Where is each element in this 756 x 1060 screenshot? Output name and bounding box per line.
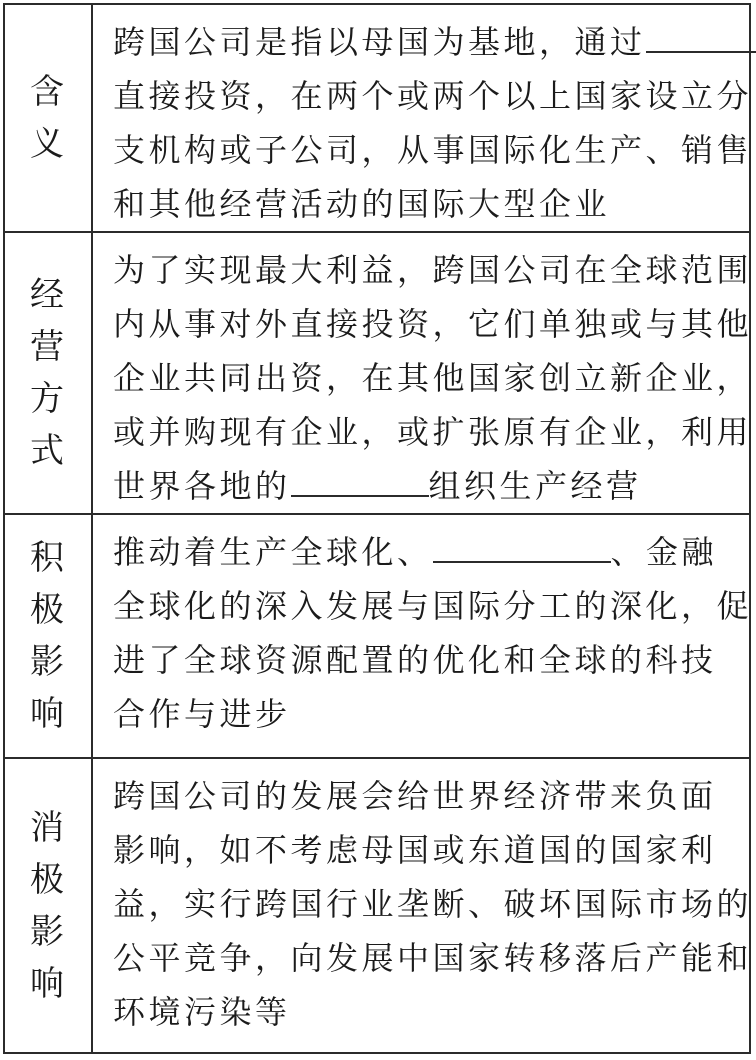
content-line: 合作与进步 — [113, 695, 291, 733]
row-label-meaning: 含义 — [5, 5, 93, 231]
row-content-meaning — [113, 15, 753, 231]
row-label-negative-impact: 消极影响 — [5, 759, 93, 1052]
content-line: 全球化的深入发展与国际分工的深化，促 — [113, 587, 753, 625]
table-row-meaning — [5, 5, 753, 233]
content-line: 世界各地的 组织生产经营 — [113, 459, 735, 513]
content-line: 或并购现有企业，或扩张原有企业，利用 — [113, 413, 753, 451]
row-label-operation-mode: 经营方式 — [5, 233, 93, 513]
row-content-operation-mode — [113, 243, 753, 513]
content-line: 为了实现最大利益，跨国公司在全球范围 — [113, 251, 753, 289]
content-line: 推动着生产全球化、 、金融 — [113, 525, 735, 579]
info-table — [3, 3, 751, 1054]
row-content-negative-impact — [113, 769, 753, 1039]
content-line: 和其他经营活动的国际大型企业 — [113, 185, 611, 223]
content-line: 支机构或子公司，从事国际化生产、销售 — [113, 131, 753, 169]
content-line: 企业共同出资，在其他国家创立新企业， — [113, 359, 753, 397]
content-line: 跨国公司是指以母国为基地，通过 — [113, 15, 735, 69]
content-line: 内从事对外直接投资，它们单独或与其他 — [113, 305, 753, 343]
content-line: 环境污染等 — [113, 993, 291, 1031]
table-row-operation-mode — [5, 233, 753, 515]
fill-in-blank — [646, 15, 756, 53]
content-line: 影响，如不考虑母国或东道国的国家利 — [113, 831, 717, 869]
row-content-positive-impact — [113, 525, 753, 741]
row-label-positive-impact: 积极影响 — [5, 515, 93, 757]
content-line: 直接投资，在两个或两个以上国家设立分 — [113, 77, 753, 115]
content-line: 进了全球资源配置的优化和全球的科技 — [113, 641, 717, 679]
table-row-positive-impact — [5, 515, 753, 759]
table-row-negative-impact — [5, 759, 753, 1052]
content-line: 益，实行跨国行业垄断、破坏国际市场的 — [113, 885, 753, 923]
fill-in-blank — [433, 525, 611, 563]
content-line: 公平竞争，向发展中国家转移落后产能和 — [113, 939, 753, 977]
fill-in-blank — [291, 459, 429, 497]
content-line: 跨国公司的发展会给世界经济带来负面 — [113, 777, 717, 815]
